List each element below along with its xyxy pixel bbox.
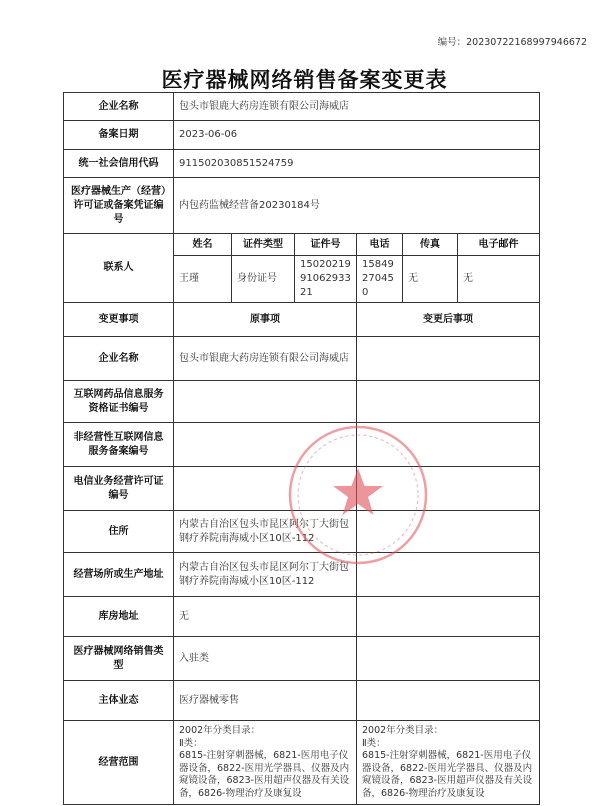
original-value: 内蒙古自治区包头市昆区阿尔丁大街包钢疗养院南海威小区10区-112 bbox=[174, 511, 357, 553]
change-item-label: 电信业务经营许可证编号 bbox=[64, 467, 174, 511]
change-item-label: 库房地址 bbox=[64, 597, 174, 637]
change-label: 变更事项 bbox=[64, 303, 174, 337]
change-row-sales-type bbox=[64, 637, 540, 681]
change-row-telecom-license bbox=[64, 467, 540, 511]
credit-code-value: 911502030851524759 bbox=[174, 150, 540, 178]
change-item-label: 经营场所或生产地址 bbox=[64, 553, 174, 597]
change-item-label: 主体业态 bbox=[64, 681, 174, 721]
new-value bbox=[357, 467, 540, 511]
new-value bbox=[357, 637, 540, 681]
contact-name-value: 王瑾 bbox=[174, 256, 232, 303]
contact-header-id-type: 证件类型 bbox=[232, 234, 295, 256]
contact-header-email: 电子邮件 bbox=[458, 234, 540, 256]
contact-label: 联系人 bbox=[64, 234, 174, 303]
new-value bbox=[357, 553, 540, 597]
new-value bbox=[357, 511, 540, 553]
contact-header-fax: 传真 bbox=[403, 234, 458, 256]
contact-header-name: 姓名 bbox=[174, 234, 232, 256]
change-item-label: 企业名称 bbox=[64, 337, 174, 381]
change-item-label: 经营范围 bbox=[64, 721, 174, 805]
new-value bbox=[357, 423, 540, 467]
original-value bbox=[174, 467, 357, 511]
row-enterprise-name bbox=[64, 93, 540, 121]
document-number: 编号：20230722168997946672 bbox=[437, 37, 587, 48]
change-row-nonprofit-internet-record bbox=[64, 423, 540, 467]
change-item-label: 非经营性互联网信息服务备案编号 bbox=[64, 423, 174, 467]
original-value: 包头市银鹿大药房连锁有限公司海威店 bbox=[174, 337, 357, 381]
change-item-label: 医疗器械网络销售类型 bbox=[64, 637, 174, 681]
new-value bbox=[357, 597, 540, 637]
license-no-label: 医疗器械生产（经营）许可证或备案凭证编号 bbox=[64, 178, 174, 234]
change-item-label: 住所 bbox=[64, 511, 174, 553]
credit-code-label: 统一社会信用代码 bbox=[64, 150, 174, 178]
original-value: 2002年分类目录： Ⅱ类： 6815-注射穿刺器械，6821-医用电子仪器设备，6822-医用光学器具、仪器及内窥镜设备，6823-医用超声仪器及有关设备，6826-物理治疗及康复设 bbox=[174, 721, 357, 805]
original-value: 内蒙古自治区包头市昆区阿尔丁大街包钢疗养院南海威小区10区-112 bbox=[174, 553, 357, 597]
original-header: 原事项 bbox=[174, 303, 357, 337]
original-value: 医疗器械零售 bbox=[174, 681, 357, 721]
enterprise-name-label: 企业名称 bbox=[64, 93, 174, 121]
contact-header-phone: 电话 bbox=[357, 234, 403, 256]
license-no-value: 内包药监械经营备20230184号 bbox=[174, 178, 540, 234]
change-row-internet-drug-cert bbox=[64, 381, 540, 423]
original-value bbox=[174, 381, 357, 423]
change-item-label: 互联网药品信息服务资格证书编号 bbox=[64, 381, 174, 423]
change-row-business-scope bbox=[64, 721, 540, 805]
row-record-date bbox=[64, 121, 540, 150]
change-row-business-format bbox=[64, 681, 540, 721]
contact-phone-value: 15849270450 bbox=[357, 256, 403, 303]
contact-fax-value: 无 bbox=[403, 256, 458, 303]
change-row-business-address bbox=[64, 553, 540, 597]
row-credit-code bbox=[64, 150, 540, 178]
record-date-label: 备案日期 bbox=[64, 121, 174, 150]
original-value: 无 bbox=[174, 597, 357, 637]
new-value bbox=[357, 337, 540, 381]
change-header-row bbox=[64, 303, 540, 337]
row-license-no bbox=[64, 178, 540, 234]
original-value bbox=[174, 423, 357, 467]
new-header: 变更后事项 bbox=[357, 303, 540, 337]
original-value: 入驻类 bbox=[174, 637, 357, 681]
contact-header-id-number: 证件号 bbox=[295, 234, 357, 256]
change-row-residence bbox=[64, 511, 540, 553]
new-value bbox=[357, 381, 540, 423]
contact-email-value: 无 bbox=[458, 256, 540, 303]
enterprise-name-value: 包头市银鹿大药房连锁有限公司海威店 bbox=[174, 93, 540, 121]
new-value: 2002年分类目录： Ⅱ类： 6815-注射穿刺器械，6821-医用电子仪器设备，6822-医用光学器具、仪器及内窥镜设备，6823-医用超声仪器及有关设备，6826-物理治疗及康复设 bbox=[357, 721, 540, 805]
contact-id-number-value: 150202199106293321 bbox=[295, 256, 357, 303]
record-change-form bbox=[63, 92, 540, 805]
change-row-warehouse-address bbox=[64, 597, 540, 637]
new-value bbox=[357, 681, 540, 721]
page-title: 医疗器械网络销售备案变更表 bbox=[161, 68, 448, 92]
contact-header-row bbox=[64, 234, 540, 256]
change-row-enterprise-name bbox=[64, 337, 540, 381]
contact-id-type-value: 身份证号 bbox=[232, 256, 295, 303]
record-date-value: 2023-06-06 bbox=[174, 121, 540, 150]
